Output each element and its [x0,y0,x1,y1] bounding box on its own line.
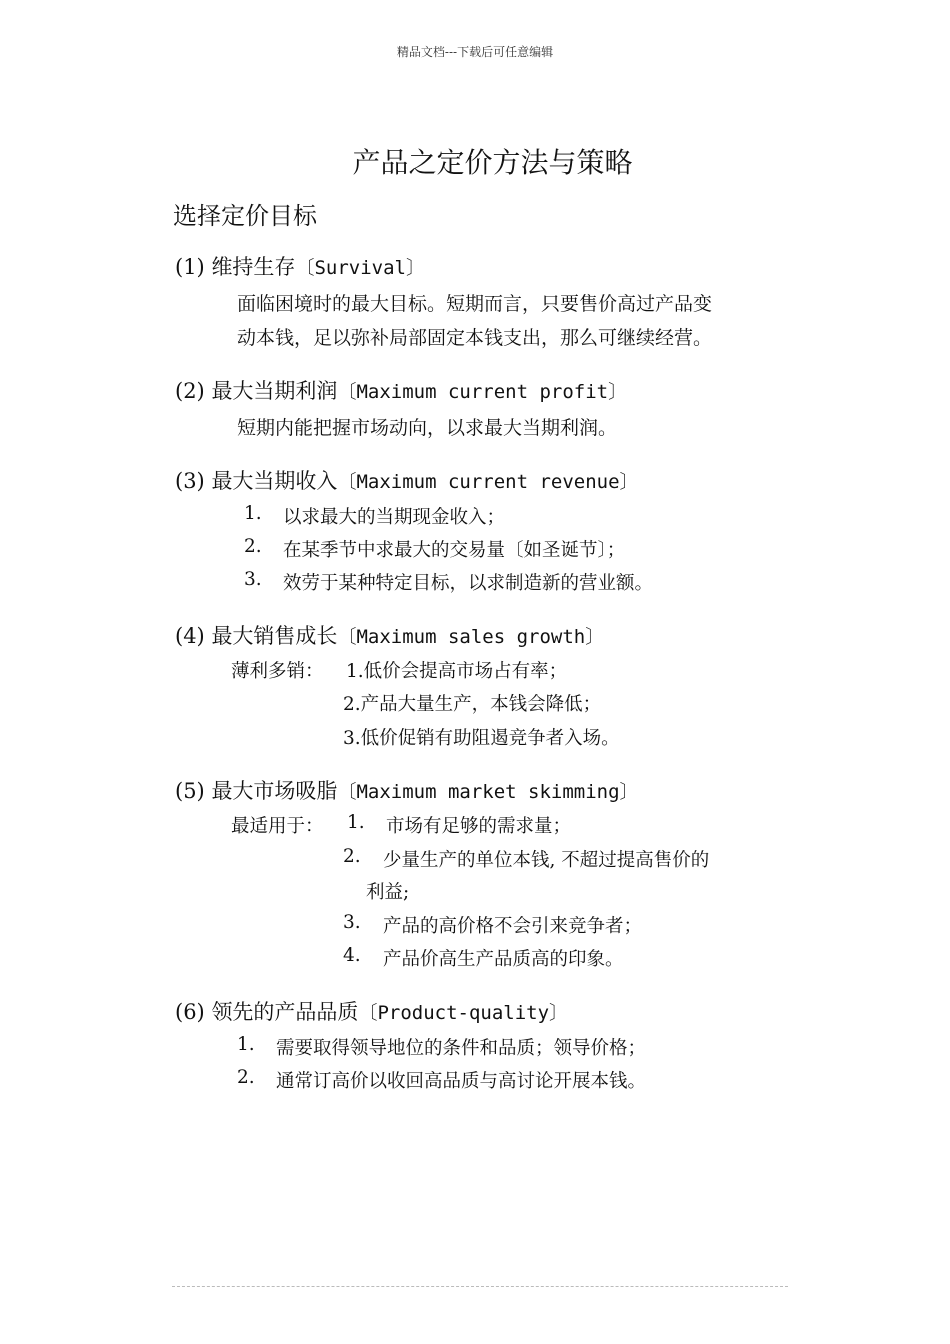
goal-5-item-2-number: 2. [343,846,361,867]
goal-2-heading [175,375,627,405]
goal-4-english: 〔Maximum sales growth〕 [337,626,605,648]
goal-3-item-1-number: 1. [244,503,262,524]
goal-5-item-4-number: 4. [343,945,361,966]
goal-2-number: (2) [175,379,205,403]
goal-3-item-2-text: 在某季节中求最大的交易量〔如圣诞节〕； [283,540,626,561]
goal-3-name: 最大当期收入 [211,469,338,493]
goal-1-heading [175,251,425,281]
goal-5-name: 最大市场吸脂 [211,779,338,803]
goal-1-desc-line-2: 动本钱，足以弥补局部固定本钱支出，那么可继续经营。 [237,327,713,349]
goal-4-heading [175,620,604,650]
goal-1-desc-line-1: 面临困境时的最大目标。短期而言，只要售价高过产品变 [237,293,713,315]
goal-6-name: 领先的产品品质 [211,1000,359,1024]
goal-3-item-3-number: 3. [244,569,262,590]
goal-6-heading [175,996,568,1026]
goal-5-item-2-continuation: 利益; [366,882,410,903]
goal-1-number: (1) [175,255,205,279]
goal-2-english: 〔Maximum current profit〕 [337,381,628,403]
goal-1-name: 维持生存 [211,255,296,279]
goal-6-english: 〔Product-quality〕 [358,1002,569,1024]
goal-3-english: 〔Maximum current revenue〕 [337,471,639,493]
goal-5-item-3-number: 3. [343,912,361,933]
goal-5-item-4-text: 产品价高生产品质高的印象。 [383,949,624,970]
goal-5-item-3-text: 产品的高价格不会引来竞争者； [383,916,643,937]
goal-5-item-1-text: 市场有足够的需求量； [386,816,572,837]
goal-6-item-2-number: 2. [237,1067,255,1088]
goal-1-english: 〔Survival〕 [295,257,425,279]
goal-3-heading [175,465,639,495]
header-note: 精品文档---下载后可任意编辑 [396,45,554,59]
goal-5-lead: 最适用于： [231,816,324,837]
goal-4-item-1: 1.低价会提高市场占有率； [346,661,568,682]
section-heading: 选择定价目标 [173,202,317,230]
goal-5-number: (5) [175,779,205,803]
goal-3-item-1-text: 以求最大的当期现金收入； [283,507,506,528]
goal-5-item-2-text: 少量生产的单位本钱, 不超过提高售价的 [383,850,710,871]
goal-4-item-3: 3.低价促销有助阻遏竞争者入场。 [343,728,620,749]
goal-4-name: 最大销售成长 [211,624,338,648]
goal-3-item-3-text: 效劳于某种特定目标，以求制造新的营业额。 [283,573,654,594]
goal-4-item-2: 2.产品大量生产，本钱会降低； [343,694,602,715]
footer-divider [172,1286,788,1287]
goal-4-number: (4) [175,624,205,648]
goal-3-number: (3) [175,469,205,493]
goal-4-lead: 薄利多销： [231,661,324,682]
goal-5-item-1-number: 1. [347,812,365,833]
goal-6-number: (6) [175,1000,205,1024]
goal-3-item-2-number: 2. [244,536,262,557]
goal-6-item-1-text: 需要取得领导地位的条件和品质；领导价格； [276,1038,647,1059]
goal-5-heading [175,775,639,805]
goal-2-name: 最大当期利润 [211,379,338,403]
goal-6-item-1-number: 1. [237,1034,255,1055]
goal-2-desc: 短期内能把握市场动向，以求最大当期利润。 [237,417,618,439]
document-title: 产品之定价方法与策略 [352,146,633,179]
goal-5-english: 〔Maximum market skimming〕 [337,781,639,803]
goal-6-item-2-text: 通常订高价以收回高品质与高讨论开展本钱。 [276,1071,647,1092]
